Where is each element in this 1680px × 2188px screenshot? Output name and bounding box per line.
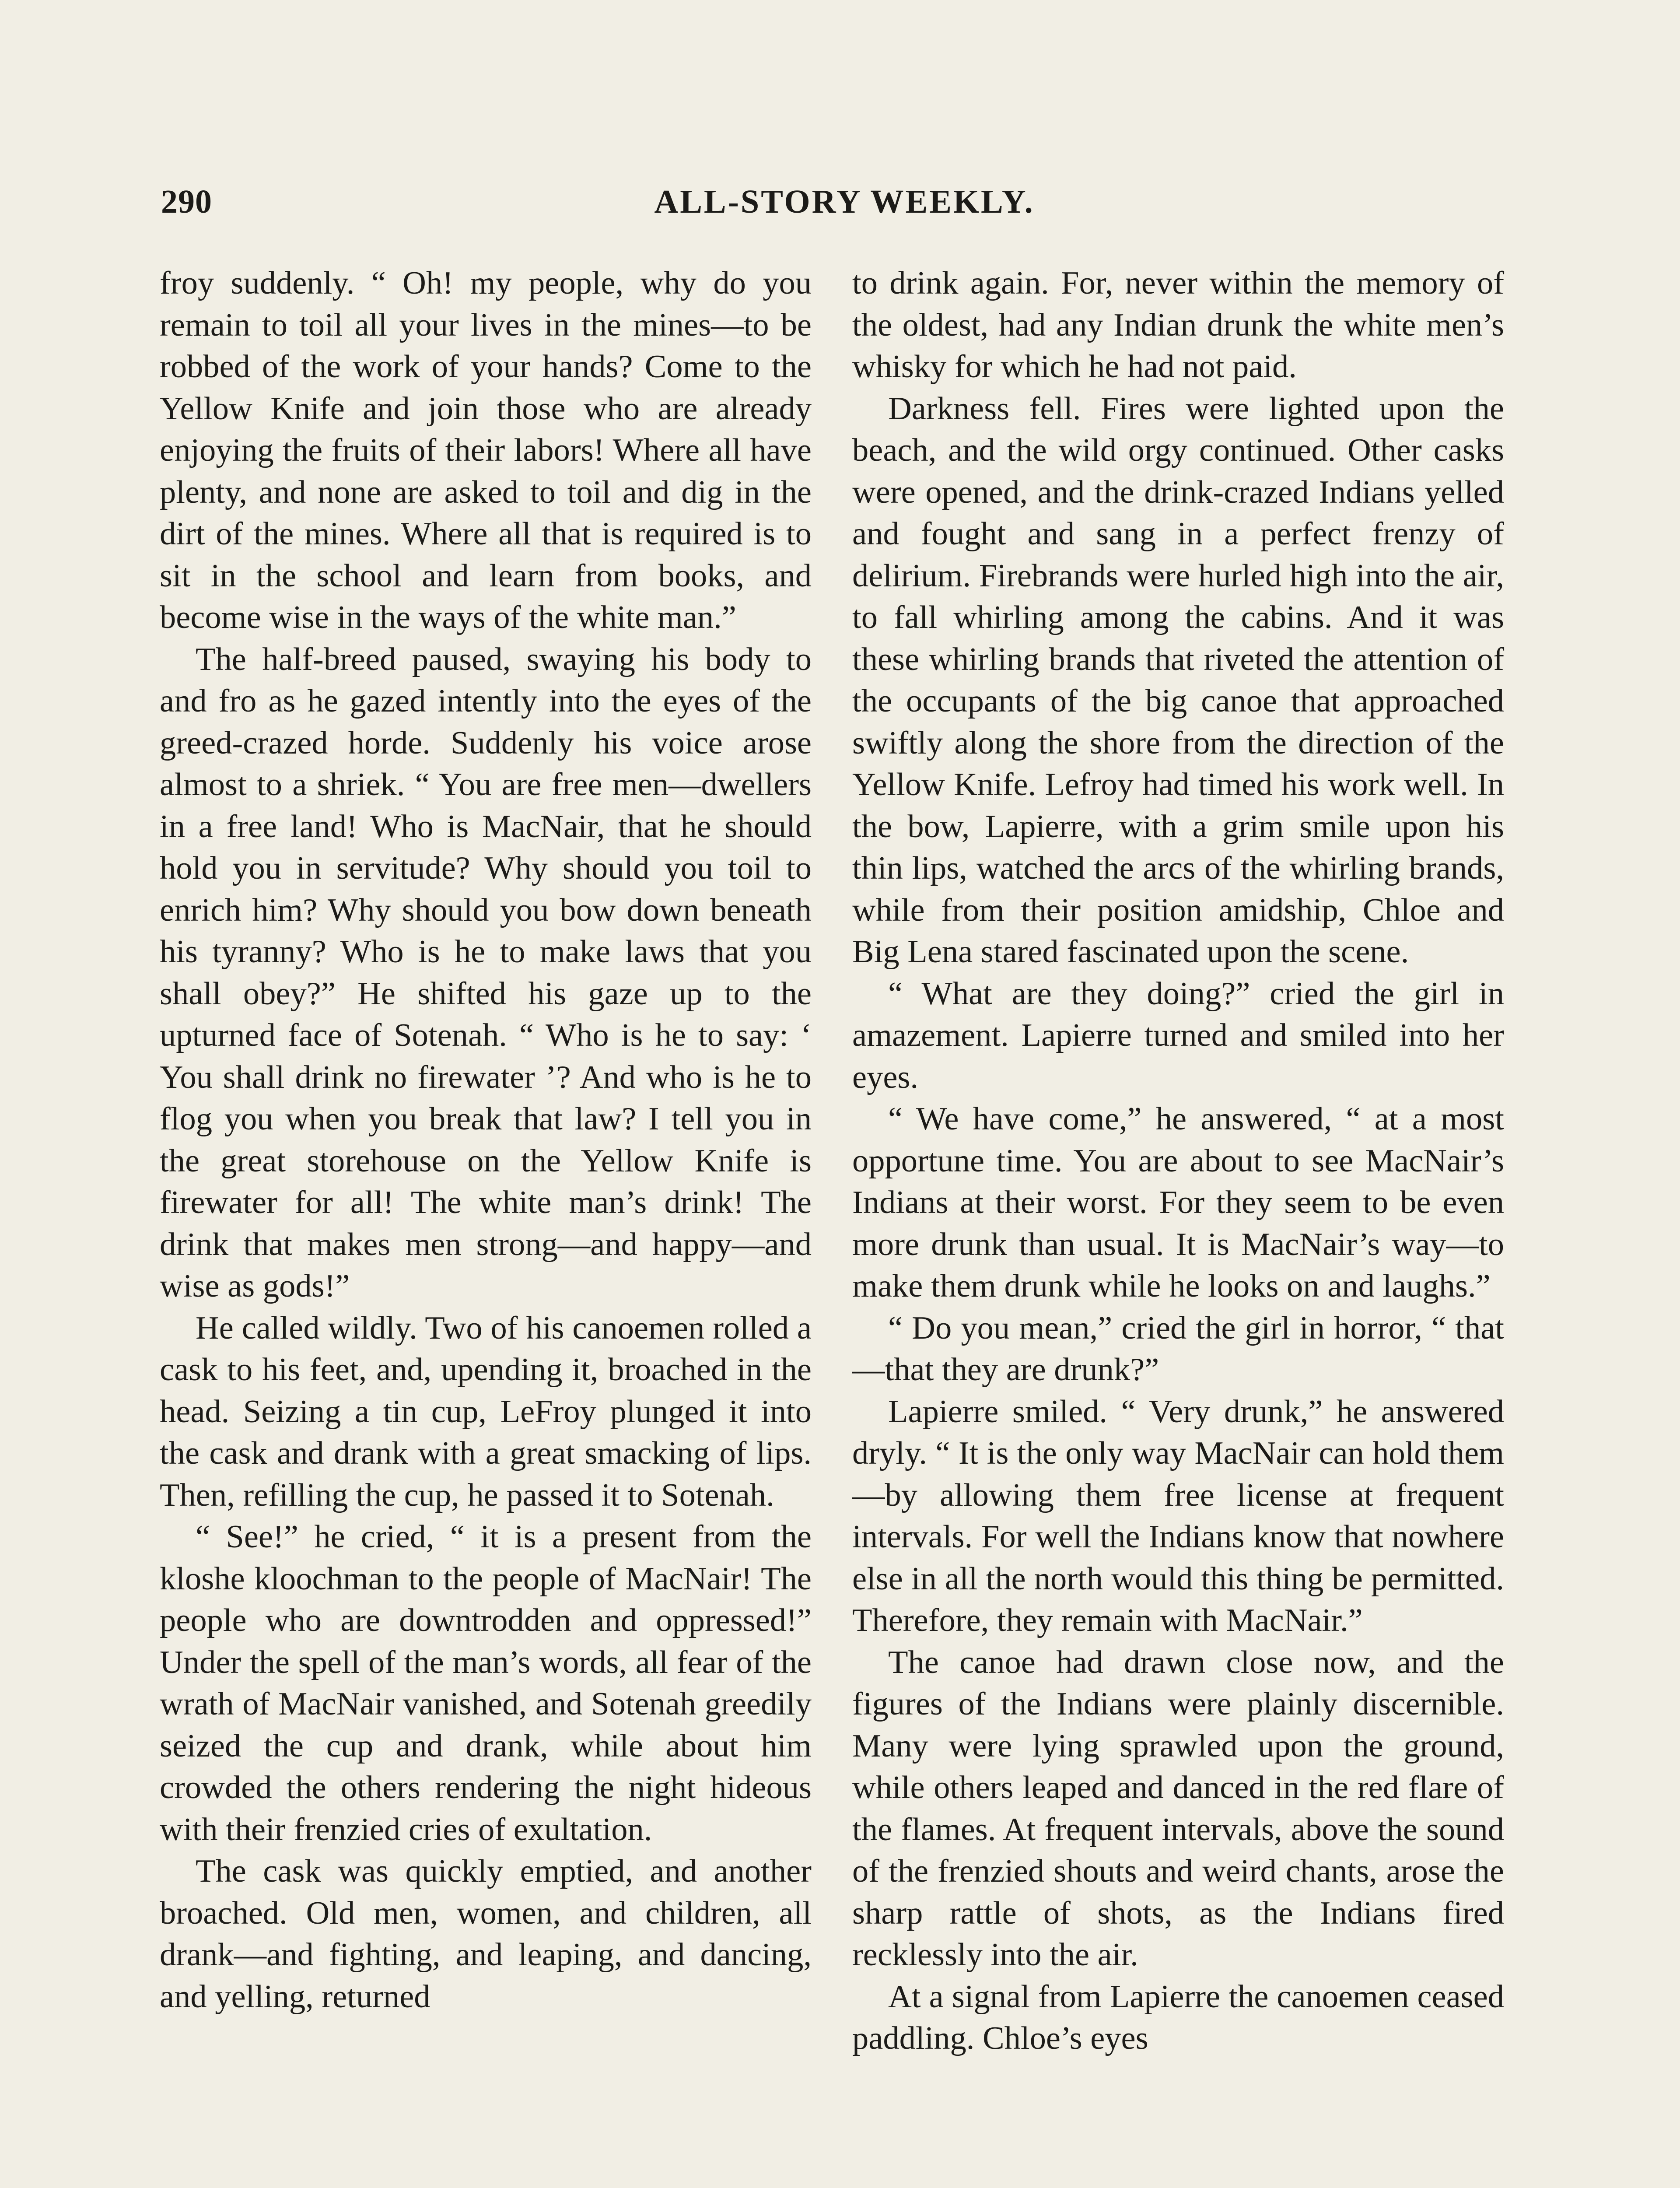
right-text-column xyxy=(852,263,1504,2060)
paragraph: “ Do you mean,” cried the girl in horror, “ that—that they are drunk?” xyxy=(852,1310,1504,1388)
left-text-column xyxy=(160,263,812,2018)
paragraph: He called wildly. Two of his canoemen rolled a cask to his feet, and, upending it, broached in the head. Seizing a tin cup, LeFroy plunged it into the cask and drank with a great smacking of lips. Then, refilling the cup, he passed it to Sotenah. xyxy=(160,1310,812,1513)
paragraph: The cask was quickly emptied, and another broached. Old men, women, and children, all drank—and fighting, and leaping, and dancing, and yelling, returned xyxy=(160,1853,812,2015)
paragraph: Lapierre smiled. “ Very drunk,” he answered dryly. “ It is the only way MacNair can hold them—by allowing them free license at frequent intervals. For well the Indians know that nowhere else in all the north would this thing be permitted. Therefore, they remain with MacNair.” xyxy=(852,1393,1504,1638)
paragraph: “ What are they doing?” cried the girl in amazement. Lapierre turned and smiled into her eyes. xyxy=(852,975,1504,1095)
paragraph: to drink again. For, never within the memory of the oldest, had any Indian drunk the white men’s whisky for which he had not paid. xyxy=(852,265,1504,385)
paragraph: “ We have come,” he answered, “ at a most opportune time. You are about to see MacNair’s Indians at their worst. For they seem to be even more drunk than usual. It is MacNair’s way—to make them drunk while he looks on and laughs.” xyxy=(852,1101,1504,1304)
paragraph: froy suddenly. “ Oh! my people, why do you remain to toil all your lives in the mines—to be robbed of the work of your hands? Come to the Yellow Knife and join those who are already enjoying the fruits of their labors! Where all have plenty, and none are asked to toil and dig in the dirt of the mines. Where all that is required is to sit in the school and learn from books, and become wise in the ways of the white man.” xyxy=(160,265,812,635)
paragraph: Darkness fell. Fires were lighted upon the beach, and the wild orgy continued. Other casks were opened, and the drink-crazed Indians yelled and fought and sang in a perfect frenzy of delirium. Firebrands were hurled high into the air, to fall whirling among the cabins. And it was these whirling brands that riveted the attention of the occupants of the big canoe that approached swiftly along the shore from the direction of the Yellow Knife. Lefroy had timed his work well. In the bow, Lapierre, with a grim smile upon his thin lips, watched the arcs of the whirling brands, while from their position amidship, Chloe and Big Lena stared fascinated upon the scene. xyxy=(852,390,1504,970)
running-title: ALL-STORY WEEKLY. xyxy=(654,183,1035,220)
paragraph: The half-breed paused, swaying his body to and fro as he gazed intently into the eyes of the greed-crazed horde. Suddenly his voice arose almost to a shriek. “ You are free men—dwellers in a free land! Who is MacNair, that he should hold you in servitude? Why should you toil to enrich him? Why should you bow down beneath his tyranny? Who is he to make laws that you shall obey?” He shifted his gaze up to the upturned face of Sotenah. “ Who is he to say: ‘ You shall drink no firewater ’? And who is he to flog you when you break that law? I tell you in the great storehouse on the Yellow Knife is firewater for all! The white man’s drink! The drink that makes men strong—and happy—and wise as gods!” xyxy=(160,641,812,1304)
paragraph: The canoe had drawn close now, and the figures of the Indians were plainly discernible. Many were lying sprawled upon the ground, while others leaped and danced in the red flare of the flames. At frequent intervals, above the sound of the frenzied shouts and weird chants, arose the sharp rattle of shots, as the Indians fired recklessly into the air. xyxy=(852,1644,1504,1973)
paragraph: At a signal from Lapierre the canoemen ceased paddling. Chloe’s eyes xyxy=(852,1978,1504,2056)
page-number: 290 xyxy=(161,183,212,220)
paragraph: “ See!” he cried, “ it is a present from the kloshe kloochman to the people of MacNair! The people who are downtrodden and oppressed!” Under the spell of the man’s words, all fear of the wrath of MacNair vanished, and Sotenah greedily seized the cup and drank, while about him crowded the others rendering the night hideous with their frenzied cries of exultation. xyxy=(160,1519,812,1848)
